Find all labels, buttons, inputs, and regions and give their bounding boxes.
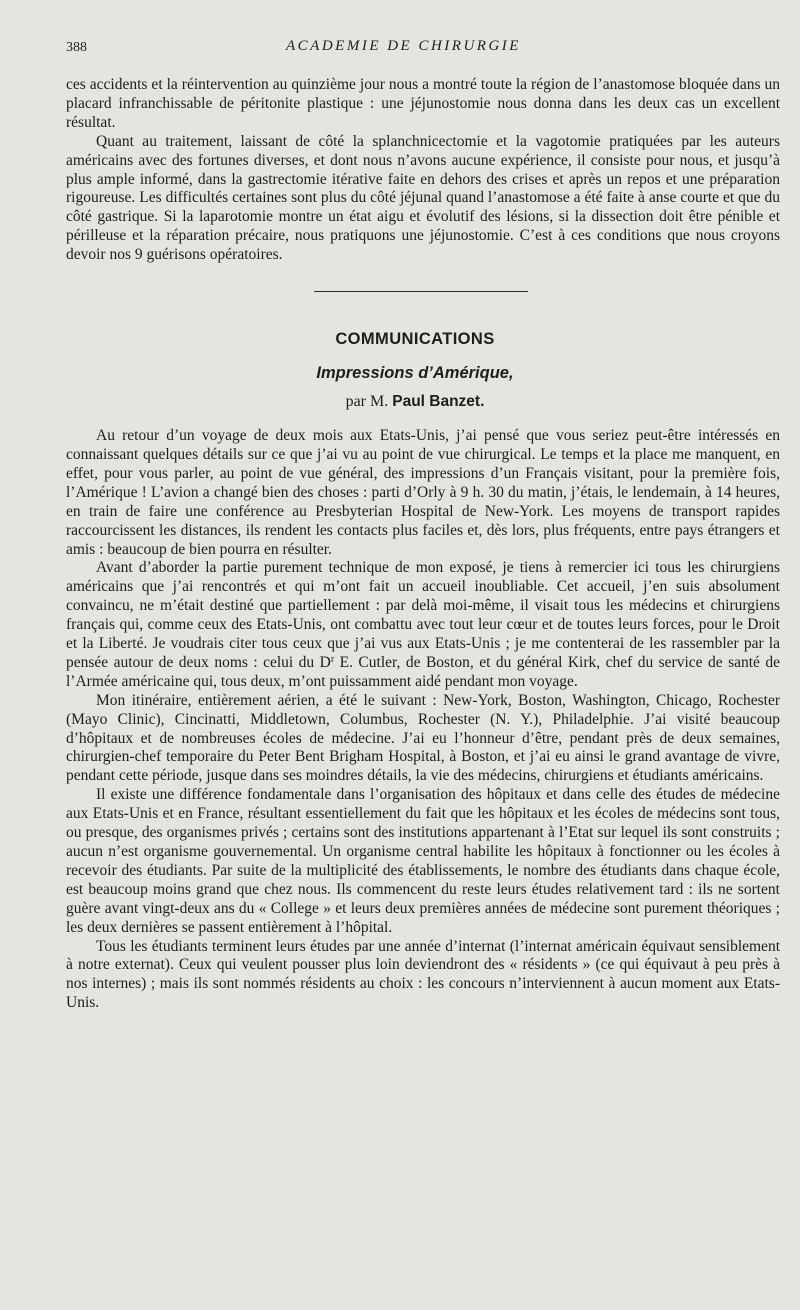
- section-heading: COMMUNICATIONS: [335, 330, 495, 349]
- intro-paragraph: Quant au traitement, laissant de côté la splanchnicectomie et la vagotomie pratiquées par les auteurs américains avec des fortunes diverses, et dont nous n’avons aucune expérience, il consiste pour nous, et jusqu’à plus ample informé, dans la gastrectomie itérative faite en dehors des crises et après un repos et une préparation rigoureuse. Les difficultés certaines sont plus du côté jéjunal quand l’anastomose a été faite à anse courte et que du côté gastrique. Si la laparotomie montre un état aigu et évolutif des lésions, si la dissection doit être pénible et périlleuse et la réparation précaire, nous pratiquons une jéjunostomie. C’est à ces conditions que nous croyons devoir nos 9 guérisons opératoires.: [66, 132, 780, 264]
- body-paragraph: [66, 559, 780, 691]
- author-name: Paul Banzet.: [392, 393, 485, 411]
- body-paragraph: Il existe une différence fondamentale dans l’organisation des hôpitaux et dans celle des études de médecine aux Etats-Unis et en France, résultant essentiellement du fait que les hôpitaux et les écoles de médecins sont tous, ou presque, des organismes privés ; certains sont des institutions appartenant à l’Etat sur lequel ils sont construits ; aucun n’est organisme gouvernemental. Un organisme central habilite les hôpitaux à fonctionner ou les écoles à recevoir des étudiants. Par suite de la multiplicité des établissements, le nombre des étudiants dans chaque école, est beaucoup moins grand que chez nous. Ils commencent du reste leurs études relativement tard : ils ne sortent guère avant vingt-deux ans du « College » et leurs deux premières années de médecine sont purement théoriques ; les deux dernières se passent entièrement à l’hôpital.: [66, 786, 780, 936]
- superscript: r: [330, 653, 335, 665]
- intro-paragraph: ces accidents et la réintervention au quinzième jour nous a montré toute la région de l’anastomose bloquée dans un placard infranchissable de péritonite plastique : une jéjunostomie nous donna dans les deux cas un excellent résultat.: [66, 76, 780, 131]
- page-number: 388: [66, 40, 87, 55]
- byline: [66, 393, 780, 411]
- section-divider: [314, 291, 528, 292]
- article-title: Impressions d’Amérique,: [316, 364, 514, 383]
- byline-prefix: par M.: [345, 393, 389, 411]
- body-paragraph: Au retour d’un voyage de deux mois aux Etats-Unis, j’ai pensé que vous seriez peut-être intéressés en connaissant quelques détails sur ce que j’ai vu au point de vue chirurgical. Le temps et la place me manquent, en effet, pour vous parler, au point de vue général, des impressions d’un Français visitant, pour la première fois, l’Amérique ! L’avion a changé bien des choses : parti d’Orly à 9 h. 30 du matin, j’étais, le lendemain, à 14 heures, en train de faire une conférence au Presbyterian Hospital de New-York. Les moyens de transport rapides raccourcissent les distances, ils rendent les contacts plus faciles et, dès lors, plus fréquents, entre pays étrangers et amis : beaucoup de bien pourra en résulter.: [66, 427, 780, 558]
- article-body: [66, 427, 780, 1013]
- body-paragraph: Tous les étudiants terminent leurs études par une année d’internat (l’internat américain équivaut sensiblement à notre externat). Ceux qui veulent pousser plus loin deviendront des « résidents » (ce qui équivaut à peu près à nos internes) ; mais ils sont nommés résidents au choix : les concours n’interviennent à aucun moment aux Etats-Unis.: [66, 937, 780, 1012]
- body-paragraph: Mon itinéraire, entièrement aérien, a été le suivant : New-York, Boston, Washington, Chicago, Rochester (Mayo Clinic), Cincinatti, Middletown, Columbus, Rochester (N. Y.), Philadelphie. J’ai visité beaucoup d’hôpitaux et de nombreuses écoles de médecine. J’ai eu l’honneur d’être, pendant près de deux semaines, chirurgien-chef temporaire du Peter Bent Brigham Hospital, à Boston, et j’ai eu ainsi le grand avantage de vivre, pendant cette période, jusque dans ses moindres détails, la vie des médecins, chirurgiens et étudiants américains.: [66, 691, 780, 785]
- running-head: [66, 36, 780, 60]
- paragraph-text: Avant d’aborder la partie purement technique de mon exposé, je tiens à remercier ici tous les chirurgiens américains que j’ai rencontrés et qui m’ont fait un accueil inoubliable. Cet accueil, j’en suis absolument convaincu, ne m’était destiné que partiellement : par delà moi-même, il visait tous les médecins et chirurgiens français qui, comme ceux des Etats-Unis, ont combattu avec tout leur cœur et de toutes leurs forces, pour le Droit et la Liberté. Je voudrais citer tous ceux que j’ai vus aux Etats-Unis ; je me contenterai de les rassembler par la pensée autour de deux noms : celui du D: [66, 559, 780, 671]
- journal-title: ACADEMIE DE CHIRURGIE: [286, 38, 521, 54]
- paragraph-text: E. Cutler, de Boston, et du général Kirk, chef du service de santé de l’Armée américaine qui, tous deux, m’ont puissamment aidé pendant mon voyage.: [66, 653, 780, 690]
- previous-article-conclusion: [66, 76, 780, 265]
